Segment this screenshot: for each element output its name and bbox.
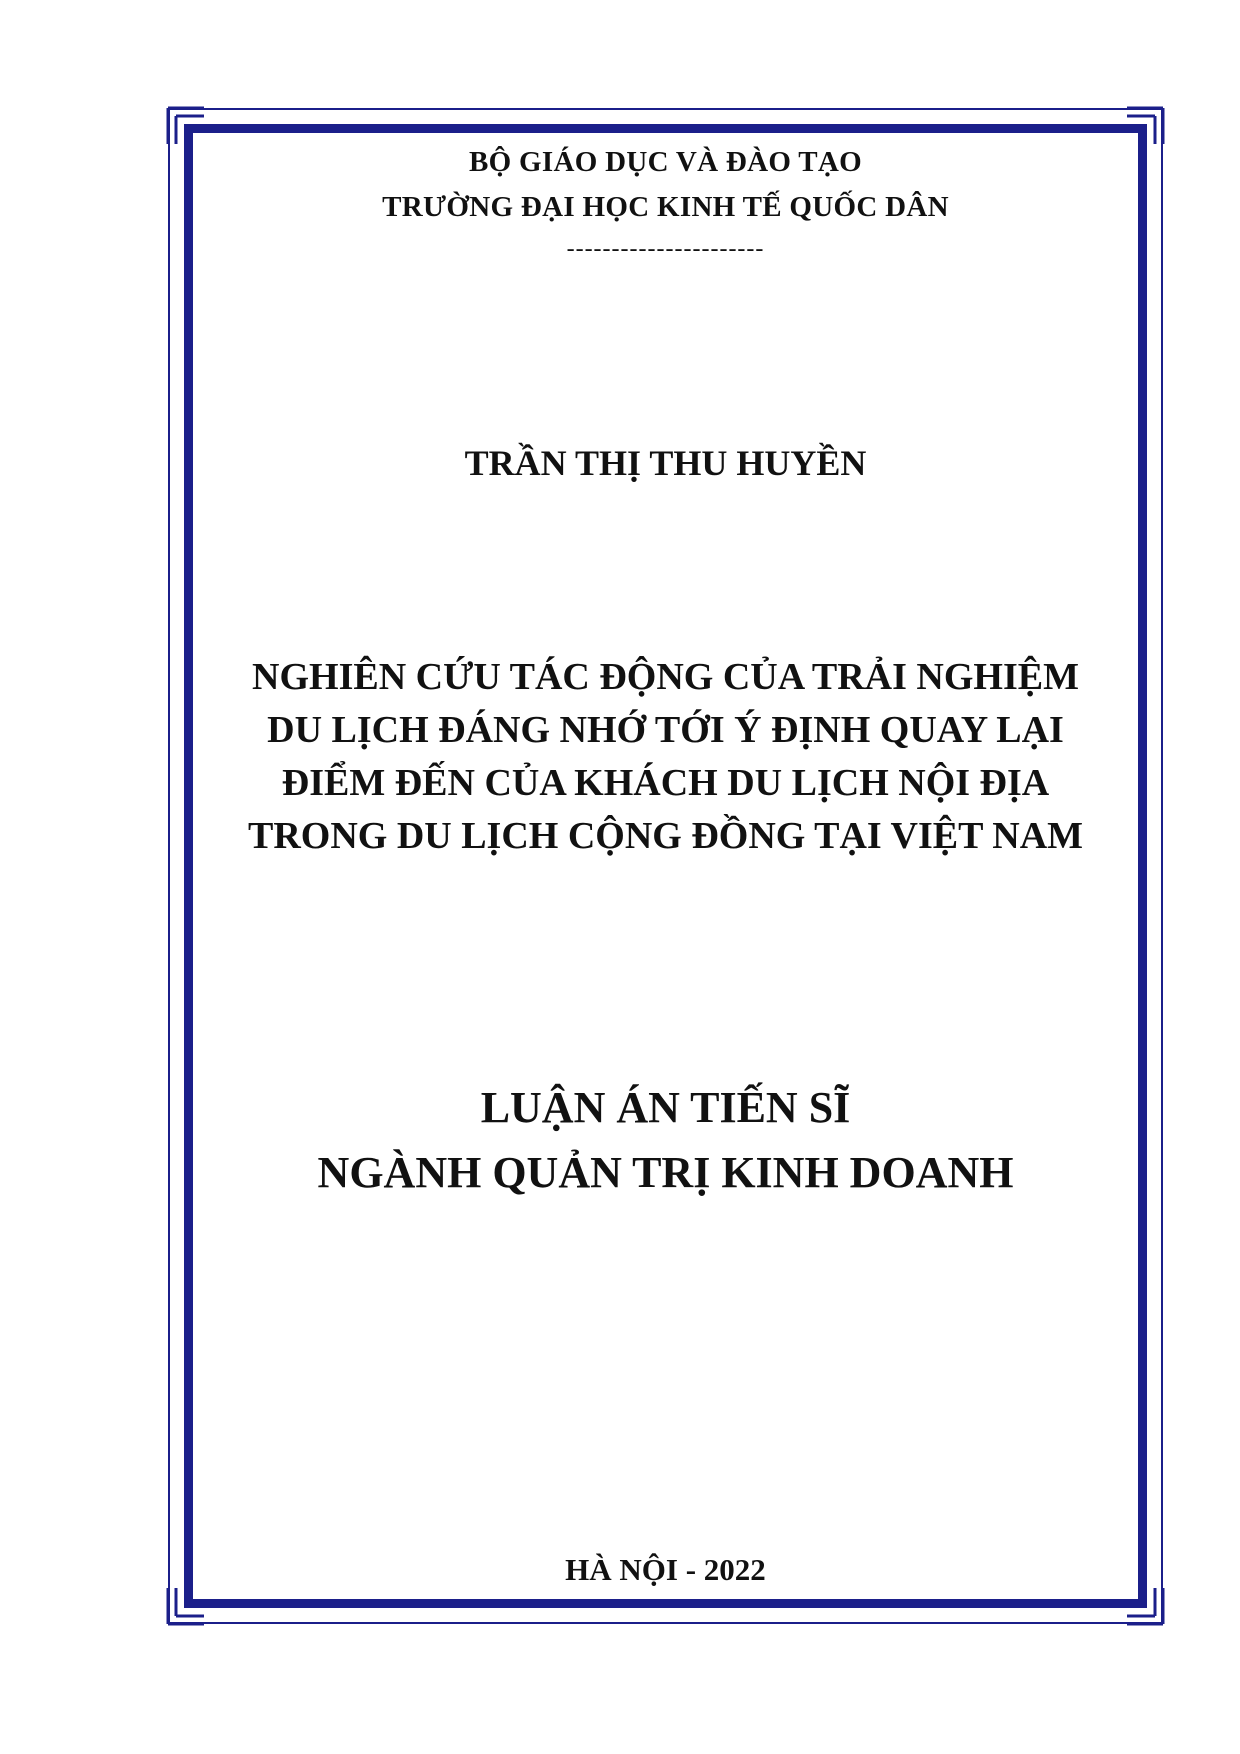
thesis-title-line-4: TRONG DU LỊCH CỘNG ĐỒNG TẠI VIỆT NAM: [247, 815, 1084, 857]
degree-major: NGÀNH QUẢN TRỊ KINH DOANH: [317, 1148, 1014, 1197]
thesis-title-line-3: ĐIỂM ĐẾN CỦA KHÁCH DU LỊCH NỘI ĐỊA: [281, 762, 1050, 804]
author-name: TRẦN THỊ THU HUYỀN: [464, 443, 867, 483]
header-separator: ----------------------: [566, 236, 765, 262]
university-name: TRƯỜNG ĐẠI HỌC KINH TẾ QUỐC DÂN: [382, 191, 949, 223]
corner-ornament-bottom-right: [1125, 1586, 1165, 1626]
place-and-year: HÀ NỘI - 2022: [565, 1552, 766, 1587]
corner-ornament-top-left: [166, 106, 206, 146]
ministry-name: BỘ GIÁO DỤC VÀ ĐÀO TẠO: [468, 146, 863, 178]
thesis-title-line-2: DU LỊCH ĐÁNG NHỚ TỚI Ý ĐỊNH QUAY LẠI: [267, 709, 1064, 751]
corner-ornament-bottom-left: [166, 1586, 206, 1626]
corner-ornament-top-right: [1125, 106, 1165, 146]
thesis-title-line-1: NGHIÊN CỨU TÁC ĐỘNG CỦA TRẢI NGHIỆM: [252, 656, 1079, 698]
degree-type: LUẬN ÁN TIẾN SĨ: [480, 1083, 851, 1132]
inner-frame: [184, 124, 1147, 1608]
